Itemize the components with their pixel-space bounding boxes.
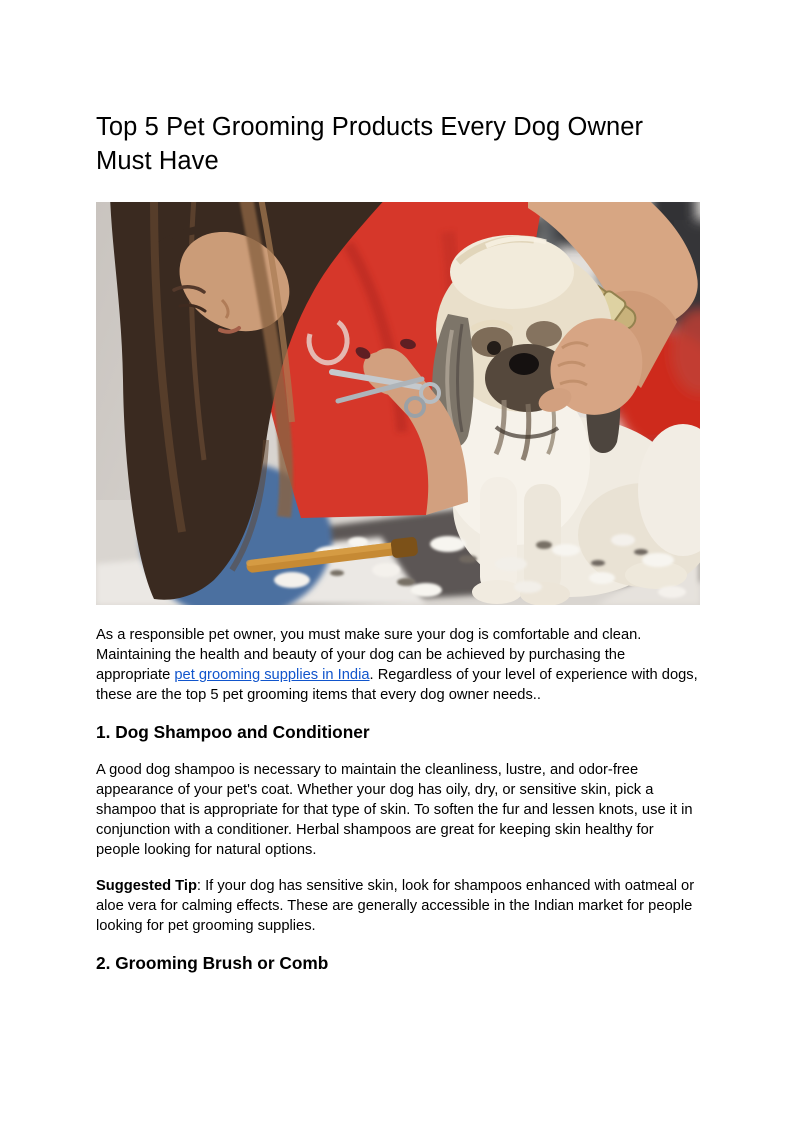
section-2-heading: 2. Grooming Brush or Comb	[96, 953, 329, 973]
hero-image	[96, 202, 700, 605]
dog-grooming-illustration	[96, 202, 700, 605]
intro-text-before: As a responsible pet owner, you must make sure your dog is comfortable and clean. Maintaining the health and beauty of your dog can be achieved by purchasing the appropriate	[96, 627, 642, 683]
page-title: Top 5 Pet Grooming Products Every Dog Owner Must Have	[96, 113, 644, 175]
tip-body: : If your dog has sensitive skin, look for shampoos enhanced with oatmeal or aloe vera for calming effects. These are generally accessible in the Indian market for people looking for pet grooming supplies.	[96, 878, 695, 934]
section-1-body: A good dog shampoo is necessary to maintain the cleanliness, lustre, and odor-free appearance of your pet's coat. Whether your dog has oily, dry, or sensitive skin, pick a shampoo that is appropriate for that type of skin. To soften the fur and lessen knots, use it in conjunction with a conditioner. Herbal shampoos are great for keeping skin healthy for people looking for natural options.	[96, 762, 693, 858]
pet-grooming-supplies-link[interactable]: pet grooming supplies in India	[174, 667, 370, 683]
section-1-tip	[96, 876, 700, 936]
section-1-heading: 1. Dog Shampoo and Conditioner	[96, 722, 370, 742]
tip-label: Suggested Tip	[96, 878, 197, 894]
intro-text-after: . Regardless of your level of experience with dogs, these are the top 5 pet grooming items that every dog owner needs..	[96, 667, 698, 703]
intro-paragraph	[96, 625, 700, 705]
